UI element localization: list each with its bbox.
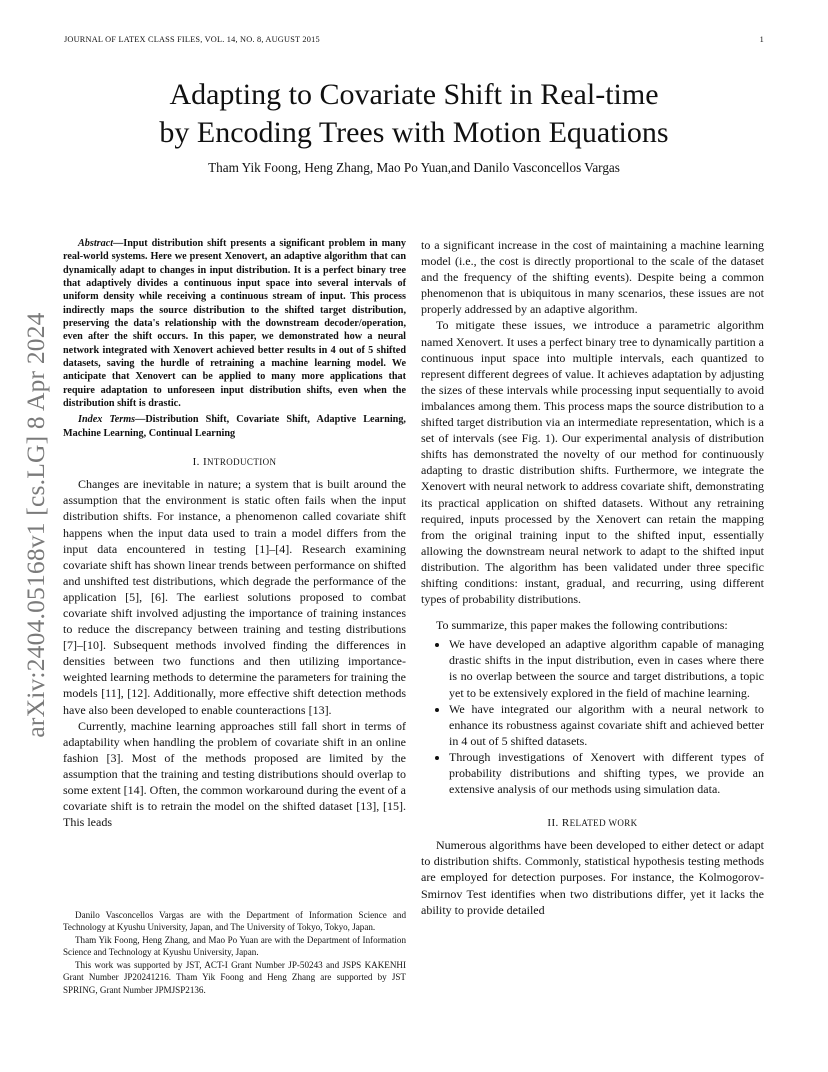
arxiv-stamp [10, 295, 62, 755]
index-terms [63, 413, 406, 440]
intro-paragraph-1: Changes are inevitable in nature; a system that is built around the assumption that the environment is static often fails when the input distribution shifts. For instance, a phenomenon called covariate shift happens when the input data used to train a model differs from the input data encountered in testing [1]–[4]. Research examining covariate shift has shown linear trends between performance on shifted and unshifted test distributions, which degrade the performance of the application [5], [6]. The earliest solutions proposed to combat covariate shift involved adjusting the importance of training instances to reduce the discrepancy between training and testing distributions [7]–[10]. Subsequent methods involved finding the differences in densities between two functions and then utilizing importance-weighted learning methods to determine the parameters for training the models [11], [12]. Additionally, more effective shift detection methods have also been developed to enable counteractions [13]. [63, 477, 406, 717]
footnote-3: This work was supported by JST, ACT-I Grant Number JP-50243 and JSPS KAKENHI Grant Number JP20241216. Tham Yik Foong and Heng Zhang are supported by JST SPRING, Grant Number JPMJSP2136. [63, 960, 406, 995]
right-column [421, 237, 764, 918]
journal-name: JOURNAL OF LATEX CLASS FILES, VOL. 14, NO. 8, AUGUST 2015 [64, 35, 320, 44]
title-line-2: by Encoding Trees with Motion Equations [159, 116, 669, 149]
footnote-1: Danilo Vasconcellos Vargas are with the Department of Information Science and Technology at Kyushu University, Japan, and The University of Tokyo, Tokyo, Japan. [63, 910, 406, 933]
footnotes [63, 909, 406, 997]
page-number: 1 [759, 35, 764, 44]
abstract-label: Abstract [78, 238, 114, 249]
arxiv-stamp-text: arXiv:2404.05168v1 [cs.LG] 8 Apr 2024 [21, 312, 50, 738]
intro-paragraph-3: To mitigate these issues, we introduce a parametric algorithm named Xenovert. It uses a perfect binary tree to dynamically partition a continuous input space into multiple intervals, each quantized to represent different degrees of value. It achieves adaptation by adjusting the sizes of these intervals while processing input sequentially to avoid imbalances among them. This process maps the source distribution to a shifted target distribution via an intermediate representation, which is a set of intervals (see Fig. 1). Our experimental analysis of distribution shifts has demonstrated the novelty of our method for continuously adapting to drastic distribution shifts. Furthermore, we integrate the Xenovert with neural network to address covariate shift, demonstrating its practical application on shifted datasets. Without any retraining required, inputs processed by the Xenovert can retain the mapping from the original training input to the shifted input, essentially allowing the downstream neural network to adapt to the shifted input distribution. The algorithm has been validated under three specific shifting conditions: instant, gradual, and recurring, using different types of probability distributions. [421, 318, 764, 607]
contribution-item: • We have integrated our algorithm with a neural network to enhance its robustness against covariate shift and achieved better in 4 out of 5 shifted datasets. [449, 701, 764, 749]
intro-paragraph-4: To summarize, this paper makes the following contributions: [436, 618, 728, 633]
title-line-1: Adapting to Covariate Shift in Real-time [169, 78, 659, 111]
section-heading-introduction: I. INTRODUCTION [192, 456, 277, 469]
index-terms-text: —Distribution Shift, Covariate Shift, Adaptive Learning, Machine Learning, Continual Learning [63, 414, 406, 439]
left-column [63, 237, 406, 830]
abstract-text: —Input distribution shift presents a significant problem in many real-world systems. Here we present Xenovert, an adaptive algorithm that can dynamically adapt to changes in input distribution. It is a perfect binary tree that adaptively divides a continuous input space into several intervals of uniform density while receiving a continuous stream of input. This process indirectly maps the source distribution to the shifted target distribution, preserving the data's relationship with the downstream decoder/operation, even after the shift occurs. In this paper, we demonstrated how a neural network integrated with Xenovert achieved better results in 4 out of 5 shifted datasets, saving the hurdle of retraining a machine learning model. We anticipate that Xenovert can be applied to many more applications that require adaptation to unforeseen input distribution shifts, even when the distribution shift is drastic. [63, 238, 406, 410]
abstract [63, 237, 406, 410]
index-terms-label: Index Terms [78, 414, 136, 426]
intro-paragraph-2-continued: to a significant increase in the cost of maintaining a machine learning model (i.e., the cost is directly proportional to the scale of the dataset and the frequency of the shifting events). Despite being a common phenomenon that is ubiquitous in many scenarios, these issues are not properly addressed by an adaptive algorithm. [421, 238, 764, 317]
author-list: Tham Yik Foong, Heng Zhang, Mao Po Yuan,and Danilo Vasconcellos Vargas [208, 160, 620, 175]
intro-paragraph-2: Currently, machine learning approaches still fall short in terms of adaptability when handling the problem of covariate shift in an online fashion [3]. Most of the methods proposed are limited by the assumption that the training and testing distributions should overlap to some extent [14]. Often, the common workaround during the event of a covariate shift is to retrain the model on the shifted dataset [13], [15]. This leads [63, 718, 406, 830]
contribution-list [421, 636, 764, 797]
footnote-2: Tham Yik Foong, Heng Zhang, and Mao Po Yuan are with the Department of Information Science and Technology at Kyushu University, Japan. [63, 935, 406, 958]
related-work-paragraph-1: Numerous algorithms have been developed to either detect or adapt to distribution shifts. Commonly, statistical hypothesis testing methods are employed for detection purposes. For instance, the Kolmogorov-Smirnov Test identifies when two distributions differ, yet it lacks the ability to provide detailed [421, 838, 764, 917]
running-header [64, 35, 764, 44]
paper-title [80, 76, 748, 152]
contribution-item: • Through investigations of Xenovert with different types of probability distributions and shifting types, we provide an extensive analysis of our methods using simulation data. [449, 749, 764, 797]
section-heading-related-work: II. RELATED WORK [547, 817, 638, 830]
contribution-item: • We have developed an adaptive algorithm capable of managing drastic shifts in the input distribution, even in cases where there is no overlap between the source and target distributions, a topic yet to be extensively explored in the field of machine learning. [449, 636, 764, 700]
